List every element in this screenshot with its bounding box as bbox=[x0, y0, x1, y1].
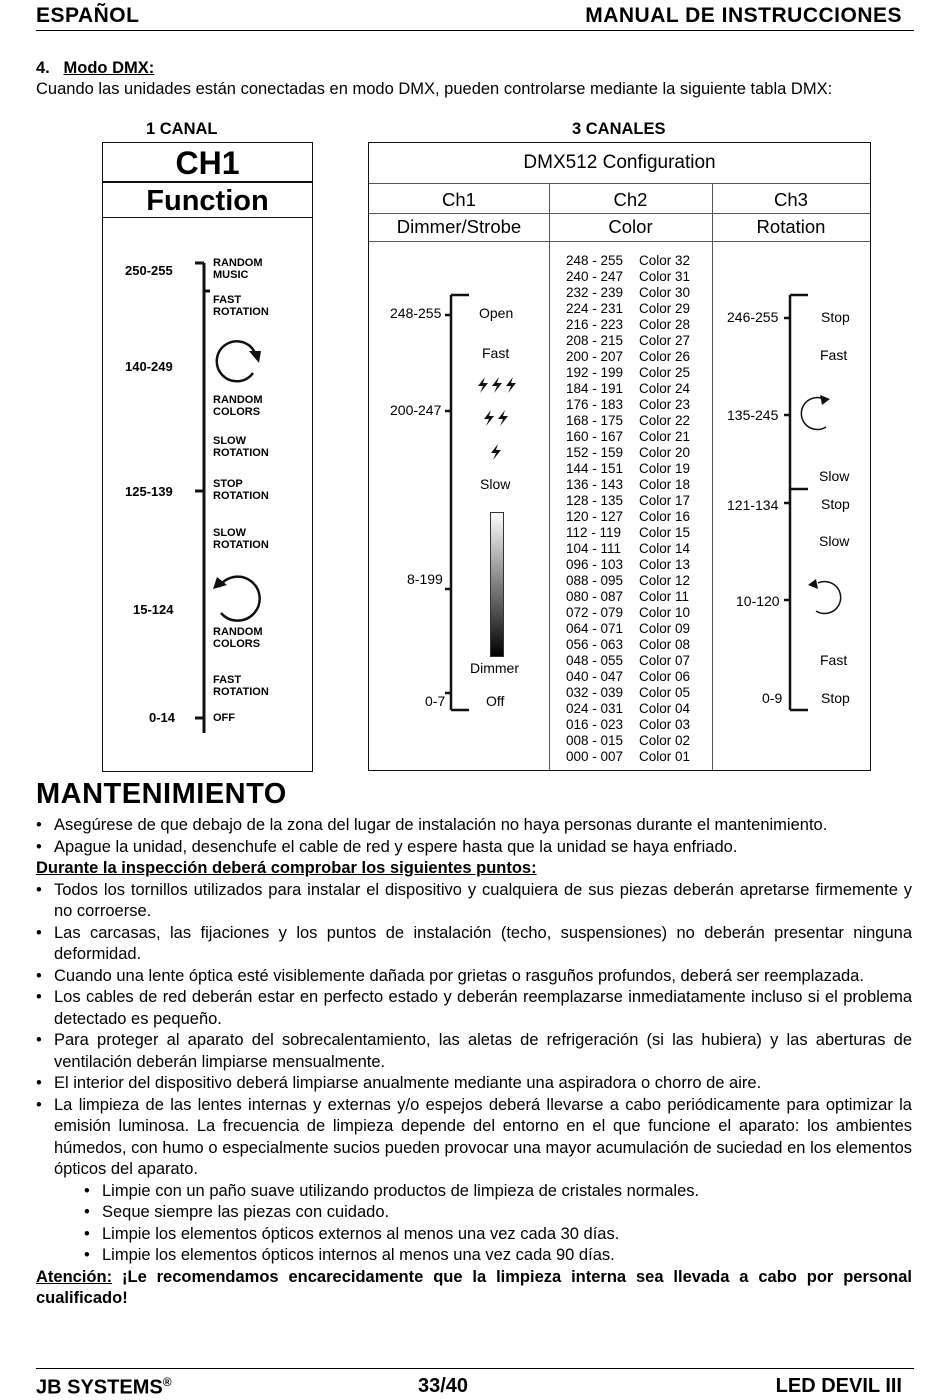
ch2-color-name: Color 30 bbox=[639, 285, 691, 300]
dimmer-gradient bbox=[490, 512, 504, 657]
ch1-label-fast-rotation: FAST ROTATION bbox=[213, 674, 269, 698]
ch2-dmx-range: 072 - 079 bbox=[566, 605, 624, 620]
footer-brand: JB SYSTEMS® bbox=[36, 1375, 172, 1399]
ch2-dmx-range: 248 - 255 bbox=[566, 253, 624, 268]
list-item: • Asegúrese de que debajo de la zona del lugar de instalación no haya personas durante el mantenimiento. bbox=[36, 816, 828, 834]
ch2-color-name: Color 16 bbox=[639, 509, 691, 524]
ch2-dmx-range: 176 - 183 bbox=[566, 397, 624, 412]
ch2-color-name: Color 12 bbox=[639, 573, 691, 588]
list-item: • Las carcasas, las fijaciones y los puntos de instalación (techo, suspensiones) no deberán presentar ninguna deformidad. bbox=[36, 923, 912, 963]
ch1-scale-bracket bbox=[369, 143, 549, 770]
ch1-label-open: Open bbox=[479, 305, 514, 321]
ch1-label-fast-rotation: FAST ROTATION bbox=[213, 294, 269, 318]
ch2-dmx-range: 240 - 247 bbox=[566, 269, 624, 284]
dmx512-config-table bbox=[368, 142, 871, 771]
list-item: • El interior del dispositivo deberá limpiarse anualmente mediante una aspiradora o chorro de aire. bbox=[36, 1074, 762, 1092]
table-row bbox=[566, 349, 690, 365]
ch1-label-stop-rotation: STOP ROTATION bbox=[213, 478, 269, 502]
ch3-label: Stop bbox=[821, 309, 850, 325]
ch2-color-name: Color 10 bbox=[639, 605, 691, 620]
ch3-label: Slow bbox=[819, 533, 850, 549]
ch2-color-name: Color 19 bbox=[639, 461, 691, 476]
maintenance-bullets-1 bbox=[36, 815, 912, 858]
sub-list-item: • Limpie con un paño suave utilizando productos de limpieza de cristales normales. bbox=[84, 1181, 700, 1200]
table-row bbox=[566, 477, 690, 493]
maintenance-bullets-2 bbox=[36, 880, 912, 1267]
table-row bbox=[566, 333, 690, 349]
ch2-dmx-range: 024 - 031 bbox=[566, 701, 624, 716]
ch2-color-name: Color 22 bbox=[639, 413, 691, 428]
ch2-color-name: Color 24 bbox=[639, 381, 691, 396]
page-footer bbox=[36, 1368, 914, 1399]
attention-label: Atención: bbox=[36, 1267, 113, 1286]
sub-list-item: • Limpie los elementos ópticos externos al menos una vez cada 30 días. bbox=[84, 1224, 620, 1243]
header-manual-title: MANUAL DE INSTRUCCIONES bbox=[585, 4, 902, 27]
ch2-color-name: Color 02 bbox=[639, 733, 691, 748]
ch1-label-slow-rotation: SLOW ROTATION bbox=[213, 527, 269, 551]
column-divider bbox=[549, 183, 550, 770]
ch1-header: Ch1 bbox=[369, 183, 549, 214]
ch2-color-name: Color 18 bbox=[639, 477, 691, 492]
page-number: 33/40 bbox=[418, 1375, 469, 1397]
ch2-color-name: Color 29 bbox=[639, 301, 691, 316]
ch2-color-name: Color 11 bbox=[639, 589, 690, 604]
table-row bbox=[566, 749, 690, 765]
ch2-color-name: Color 09 bbox=[639, 621, 691, 636]
ch1-dmx-value: 8-199 bbox=[407, 571, 443, 587]
sub-list-item: • Seque siempre las piezas con cuidado. bbox=[84, 1203, 390, 1221]
ch1-label-fast: Fast bbox=[482, 345, 510, 361]
page-header bbox=[36, 2, 914, 31]
table-row bbox=[566, 717, 690, 733]
ch2-dmx-range: 080 - 087 bbox=[566, 589, 624, 604]
ch1-label-random-music: RANDOM MUSIC bbox=[213, 257, 263, 281]
table-row bbox=[566, 301, 690, 317]
ch3-header: Ch3 bbox=[712, 183, 870, 214]
ch3-dmx-value: 246-255 bbox=[727, 309, 779, 325]
ch2-color-name: Color 25 bbox=[639, 365, 691, 380]
table-row bbox=[566, 637, 690, 653]
list-item: • Apague la unidad, desenchufe el cable de red y espere hasta que la unidad se haya enfriado. bbox=[36, 837, 738, 856]
ch2-color-name: Color 31 bbox=[639, 269, 691, 284]
table-row bbox=[566, 269, 690, 285]
rotate-ccw-icon bbox=[205, 567, 267, 629]
ch1-function: Dimmer/Strobe bbox=[369, 213, 549, 242]
footer-product: LED DEVIL III bbox=[775, 1375, 902, 1397]
rotate-cw-icon bbox=[209, 331, 269, 391]
table-row bbox=[566, 253, 690, 269]
ch1-dmx-value: 200-247 bbox=[390, 402, 442, 418]
caption-3-canales: 3 CANALES bbox=[572, 120, 666, 138]
ch1-value: 140-249 bbox=[125, 359, 173, 374]
ch3-function: Rotation bbox=[712, 213, 870, 242]
ch2-dmx-range: 208 - 215 bbox=[566, 333, 624, 348]
ch2-dmx-range: 128 - 135 bbox=[566, 493, 624, 508]
table-row bbox=[566, 397, 690, 413]
table-row bbox=[566, 605, 690, 621]
ch2-color-name: Color 32 bbox=[639, 253, 691, 268]
ch1-label-slow: Slow bbox=[480, 476, 511, 492]
table-row bbox=[566, 429, 690, 445]
ch2-color-name: Color 15 bbox=[639, 525, 691, 540]
ch1-label-off: Off bbox=[486, 693, 505, 709]
ch2-dmx-range: 184 - 191 bbox=[566, 381, 624, 396]
ch2-color-name: Color 27 bbox=[639, 333, 691, 348]
ch1-subtitle: Function bbox=[103, 183, 312, 218]
ch1-scale-bracket bbox=[103, 143, 312, 771]
ch1-value: 0-14 bbox=[149, 710, 176, 725]
ch3-dmx-value: 10-120 bbox=[736, 593, 780, 609]
table-row bbox=[566, 685, 690, 701]
ch2-color-name: Color 03 bbox=[639, 717, 691, 732]
table-row bbox=[566, 509, 690, 525]
ch3-dmx-value: 121-134 bbox=[727, 497, 779, 513]
maintenance-body bbox=[36, 815, 912, 1310]
ch1-label-random-colors: RANDOM COLORS bbox=[213, 394, 263, 418]
ch2-color-name: Color 21 bbox=[639, 429, 691, 444]
table-row bbox=[566, 669, 690, 685]
ch2-dmx-range: 224 - 231 bbox=[566, 301, 624, 316]
ch2-dmx-range: 032 - 039 bbox=[566, 685, 624, 700]
ch2-header: Ch2 bbox=[549, 183, 712, 214]
table-row bbox=[566, 701, 690, 717]
ch2-dmx-range: 144 - 151 bbox=[566, 461, 624, 476]
inspection-title: Durante la inspección deberá comprobar los siguientes puntos: bbox=[36, 859, 537, 877]
attention-text: ¡Le recomendamos encarecidamente que la limpieza interna sea llevada a cabo por personal cualificado! bbox=[36, 1267, 912, 1307]
dmx-table-title: DMX512 Configuration bbox=[369, 143, 870, 184]
ch3-dmx-value: 0-9 bbox=[762, 690, 783, 706]
list-item: • Para proteger al aparato del sobrecalentamiento, las aletas de refrigeración (si las hubiera) y las aberturas de ventilación deberán limpiarse mensualmente. bbox=[36, 1031, 912, 1071]
ch2-color-name: Color 20 bbox=[639, 445, 691, 460]
ch2-color-list bbox=[566, 253, 690, 765]
ch2-dmx-range: 200 - 207 bbox=[566, 349, 624, 364]
ch1-label-dimmer: Dimmer bbox=[470, 660, 519, 676]
ch2-color-name: Color 13 bbox=[639, 557, 691, 572]
ch2-dmx-range: 040 - 047 bbox=[566, 669, 624, 684]
dmx-section bbox=[36, 58, 912, 100]
ch2-color-name: Color 08 bbox=[639, 637, 691, 652]
ch2-dmx-range: 096 - 103 bbox=[566, 557, 624, 572]
table-row bbox=[566, 493, 690, 509]
ch1-label-random-colors: RANDOM COLORS bbox=[213, 626, 263, 650]
table-row bbox=[566, 365, 690, 381]
ch2-color-name: Color 01 bbox=[639, 749, 691, 764]
ch2-dmx-range: 064 - 071 bbox=[566, 621, 624, 636]
ch3-dmx-value: 135-245 bbox=[727, 407, 779, 423]
section-title: 4. Modo DMX: bbox=[36, 59, 155, 77]
table-row bbox=[566, 621, 690, 637]
ch1-label-slow-rotation: SLOW ROTATION bbox=[213, 435, 269, 459]
table-row bbox=[566, 285, 690, 301]
caption-1-canal: 1 CANAL bbox=[146, 120, 218, 138]
strobe-medium-icon bbox=[481, 409, 513, 427]
ch2-function: Color bbox=[549, 213, 712, 242]
ch2-color-name: Color 05 bbox=[639, 685, 691, 700]
ch2-color-name: Color 07 bbox=[639, 653, 691, 668]
list-item: • Cuando una lente óptica esté visiblemente dañada por grietas o rasguños profundos, deberá ser reemplazada. bbox=[36, 966, 864, 985]
table-row bbox=[566, 525, 690, 541]
ch2-color-name: Color 23 bbox=[639, 397, 691, 412]
ch2-color-name: Color 26 bbox=[639, 349, 691, 364]
ch2-dmx-range: 160 - 167 bbox=[566, 429, 624, 444]
table-row bbox=[566, 413, 690, 429]
ch2-dmx-range: 168 - 175 bbox=[566, 413, 624, 428]
ch1-dmx-value: 248-255 bbox=[390, 305, 442, 321]
ch2-dmx-range: 152 - 159 bbox=[566, 445, 624, 460]
ch3-label: Stop bbox=[821, 496, 850, 512]
ch1-value: 15-124 bbox=[133, 602, 174, 617]
table-row bbox=[566, 653, 690, 669]
ch3-label: Fast bbox=[820, 347, 848, 363]
table-row bbox=[566, 589, 690, 605]
ch2-dmx-range: 216 - 223 bbox=[566, 317, 624, 332]
ch2-dmx-range: 104 - 111 bbox=[566, 541, 622, 556]
ch2-dmx-range: 048 - 055 bbox=[566, 653, 624, 668]
ch2-dmx-range: 112 - 119 bbox=[566, 525, 622, 540]
table-row bbox=[566, 317, 690, 333]
ch1-dmx-value: 0-7 bbox=[425, 693, 446, 709]
ch1-value: 125-139 bbox=[125, 484, 173, 499]
sub-list-item: • Limpie los elementos ópticos internos al menos una vez cada 90 días. bbox=[84, 1246, 615, 1264]
table-row bbox=[566, 445, 690, 461]
ch3-label: Stop bbox=[821, 690, 850, 706]
table-row bbox=[566, 573, 690, 589]
ch2-dmx-range: 120 - 127 bbox=[566, 509, 624, 524]
list-item: • Los cables de red deberán estar en perfecto estado y deberán reemplazarse inmediatamente incluso si el problema detectado es pequeño. bbox=[36, 988, 912, 1028]
ch3-scale-bracket bbox=[712, 143, 870, 770]
ch2-dmx-range: 192 - 199 bbox=[566, 365, 624, 380]
ch3-label: Fast bbox=[820, 652, 848, 668]
strobe-fast-icon bbox=[475, 376, 519, 394]
ch2-color-name: Color 06 bbox=[639, 669, 691, 684]
ch2-color-name: Color 17 bbox=[639, 493, 691, 508]
table-row bbox=[566, 541, 690, 557]
ch2-dmx-range: 016 - 023 bbox=[566, 717, 624, 732]
ch1-value: 250-255 bbox=[125, 263, 173, 278]
table-row bbox=[566, 381, 690, 397]
ch2-color-name: Color 14 bbox=[639, 541, 691, 556]
table-row bbox=[566, 557, 690, 573]
ch2-dmx-range: 136 - 143 bbox=[566, 477, 624, 492]
list-item: • Todos los tornillos utilizados para instalar el dispositivo y cualquiera de sus piezas deberán apretarse firmemente y no corroerse. bbox=[36, 880, 912, 920]
ch2-dmx-range: 008 - 015 bbox=[566, 733, 624, 748]
ch2-dmx-range: 000 - 007 bbox=[566, 749, 624, 764]
ch2-color-name: Color 04 bbox=[639, 701, 691, 716]
attention-note bbox=[36, 1267, 912, 1310]
section-intro: Cuando las unidades están conectadas en modo DMX, pueden controlarse mediante la siguiente tabla DMX: bbox=[36, 80, 833, 98]
ch1-function-table bbox=[102, 142, 313, 772]
table-row bbox=[566, 461, 690, 477]
strobe-slow-icon bbox=[488, 443, 506, 461]
ch2-color-name: Color 28 bbox=[639, 317, 691, 332]
maintenance-title: MANTENIMIENTO bbox=[36, 778, 287, 810]
ch3-label: Slow bbox=[819, 468, 850, 484]
ch2-dmx-range: 088 - 095 bbox=[566, 573, 624, 588]
header-language: ESPAÑOL bbox=[36, 4, 140, 27]
ch2-dmx-range: 056 - 063 bbox=[566, 637, 624, 652]
list-item: • La limpieza de las lentes internas y externas y/o espejos deberá llevarse a cabo periódicamente para optimizar la emisión luminosa. La frecuencia de limpieza depende del entorno en el que funcione el aparato: los ambientes húmedos, con humo o especialmente sucios pueden provocar una mayor acumulación de suciedad en los elementos ópticos del aparato. bbox=[36, 1095, 912, 1178]
ch1-title: CH1 bbox=[103, 143, 312, 183]
ch1-label-off: OFF bbox=[213, 712, 235, 724]
ch2-dmx-range: 232 - 239 bbox=[566, 285, 624, 300]
table-row bbox=[566, 733, 690, 749]
